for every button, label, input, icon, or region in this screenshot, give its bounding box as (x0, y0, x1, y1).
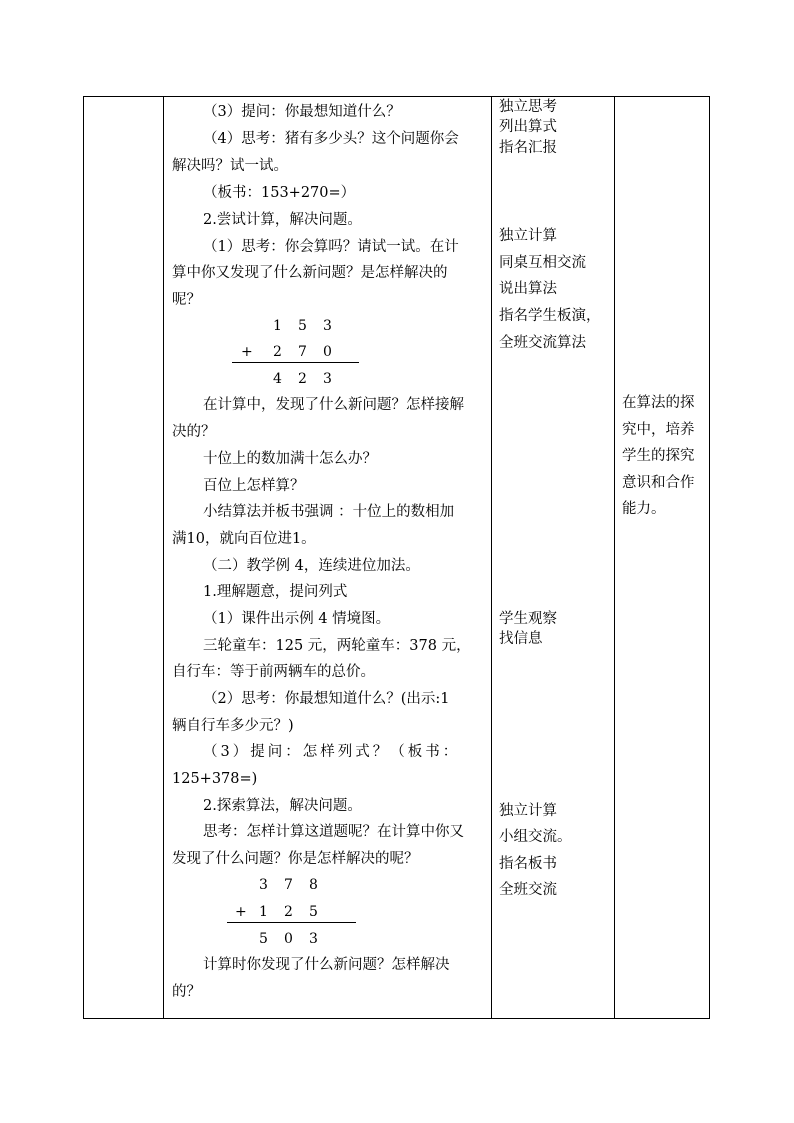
design-intent: 能力。 (622, 501, 666, 517)
content-line: 呢？ (172, 292, 201, 308)
content-line: 125+378=) (172, 771, 258, 787)
content-line: （4）思考：猪有多少头？这个问题你会 (203, 131, 459, 147)
student-activity: 指名学生板演， (499, 308, 601, 324)
digit: 3 (259, 877, 268, 893)
digit: 1 (273, 318, 282, 334)
student-activity: 找信息 (499, 631, 543, 647)
plus-sign: + (241, 344, 253, 360)
digit: 2 (273, 344, 282, 360)
content-line: 的？ (172, 984, 201, 1000)
student-activity: 指名板书 (499, 856, 557, 872)
sum-rule (232, 362, 359, 363)
student-activity: 独立计算 (499, 803, 557, 819)
digit: 2 (298, 371, 307, 387)
content-line: 算中你又发现了什么新问题？是怎样解决的 (172, 265, 448, 281)
content-line: （1）课件出示例 4 情境图。 (203, 611, 391, 627)
content-line: （二）教学例 4，连续进位加法。 (203, 558, 420, 574)
content-line: （板书：153+270=） (203, 185, 356, 201)
student-activity: 同桌互相交流 (499, 255, 586, 271)
student-activity: 学生观察 (499, 611, 557, 627)
column-divider (491, 97, 492, 1018)
content-line: （2）思考：你最想知道什么？(出示:1 (203, 691, 450, 707)
content-line: 2.探索算法，解决问题。 (203, 798, 362, 814)
content-line: 辆自行车多少元？) (172, 718, 294, 734)
student-activity: 指名汇报 (499, 140, 557, 156)
digit: 0 (284, 931, 293, 947)
content-line: 1.理解题意，提问列式 (203, 584, 348, 600)
content-line: 思考：怎样计算这道题呢？在计算中你又 (203, 824, 464, 840)
digit: 5 (259, 931, 268, 947)
digit: 7 (284, 877, 293, 893)
content-line: 发现了什么问题？你是怎样解决的呢？ (172, 851, 419, 867)
digit: 3 (323, 318, 332, 334)
sum-rule (227, 922, 356, 923)
digit: 4 (273, 371, 282, 387)
content-line: （3）提问：你最想知道什么？ (203, 104, 401, 120)
design-intent: 在算法的探 (622, 395, 695, 411)
column-divider (614, 97, 615, 1018)
student-activity: 小组交流。 (499, 829, 572, 845)
student-activity: 独立思考 (499, 99, 557, 115)
content-line: （3）提问：怎样列式？（板书： (203, 744, 461, 760)
column-divider (163, 97, 164, 1018)
digit: 5 (309, 904, 318, 920)
student-activity: 列出算式 (499, 119, 557, 135)
design-intent: 意识和合作 (622, 475, 695, 491)
content-line: 满10，就向百位进1。 (172, 531, 316, 547)
digit: 7 (298, 344, 307, 360)
content-line: 百位上怎样算？ (203, 478, 305, 494)
content-line: 自行车：等于前两辆车的总价。 (172, 664, 375, 680)
student-activity: 独立计算 (499, 228, 557, 244)
content-line: 十位上的数加满十怎么办？ (203, 451, 377, 467)
digit: 2 (284, 904, 293, 920)
student-activity: 说出算法 (499, 281, 557, 297)
digit: 0 (323, 344, 332, 360)
content-line: （1）思考：你会算吗？请试一试。在计 (203, 239, 459, 255)
content-line: 解决吗？试一试。 (172, 158, 288, 174)
digit: 5 (298, 318, 307, 334)
student-activity: 全班交流算法 (499, 335, 586, 351)
digit: 3 (309, 931, 318, 947)
content-line: 在计算中，发现了什么新问题？怎样接解 (203, 397, 464, 413)
plus-sign: + (235, 904, 247, 920)
design-intent: 究中，培养 (622, 422, 695, 438)
content-line: 小结算法并板书强调 ：十位上的数相加 (203, 504, 455, 520)
digit: 3 (323, 371, 332, 387)
content-line: 计算时你发现了什么新问题？怎样解决 (203, 957, 450, 973)
content-line: 三轮童车：125 元，两轮童车：378 元， (203, 638, 471, 654)
digit: 1 (259, 904, 268, 920)
design-intent: 学生的探究 (622, 448, 695, 464)
content-line: 2.尝试计算，解决问题。 (203, 212, 362, 228)
student-activity: 全班交流 (499, 882, 557, 898)
content-line: 决的？ (172, 424, 216, 440)
digit: 8 (309, 877, 318, 893)
